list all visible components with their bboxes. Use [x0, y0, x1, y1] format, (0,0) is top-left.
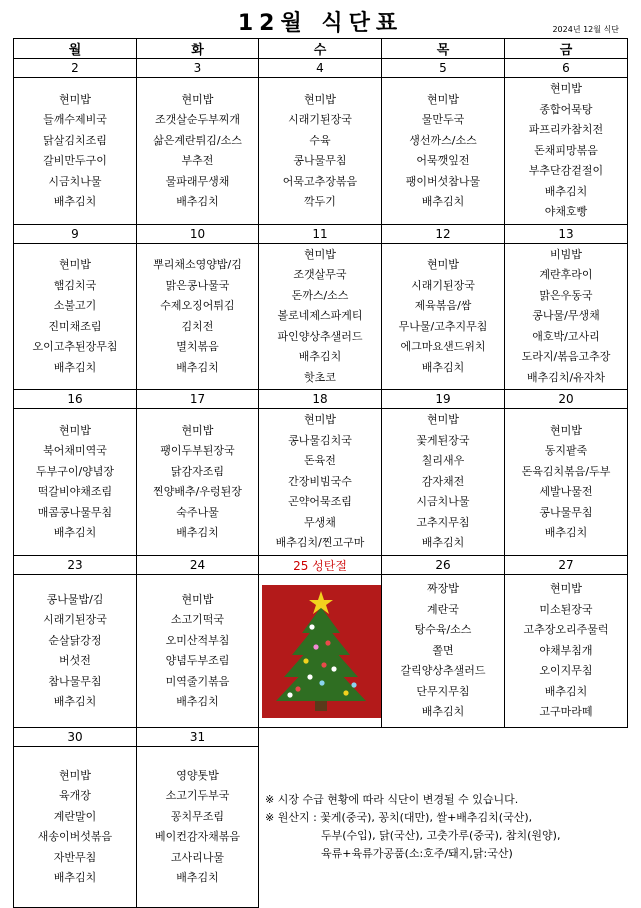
menu-item: 세발나물전	[539, 485, 593, 498]
note-line: ※ 원산지 : 꽃게(중국), 꽁치(대만), 쌀+배추김치(국산),	[265, 811, 533, 824]
menu-item: 배추김치	[421, 195, 465, 208]
day-header-wed: 수	[259, 39, 382, 59]
menu-item: 배추김치	[421, 705, 465, 719]
note-line: 두부(수입), 닭(국산), 고춧가루(중국), 참치(원양),	[321, 829, 561, 842]
menu-item: 단무지무침	[416, 684, 470, 698]
menu-item: 배추김치	[53, 360, 97, 374]
menu-item: 시금치나물	[416, 495, 470, 509]
menu-item: 현미밥	[550, 82, 582, 96]
note-line: 육류+육류가공품(소:호주/돼지,닭:국산)	[321, 847, 513, 860]
menu-item: 자반무침	[53, 850, 97, 864]
menu-item: 현미밥	[427, 92, 459, 106]
menu-item: 배추김치	[53, 695, 97, 708]
menu-item: 현미밥	[304, 413, 336, 427]
day-number: 26	[382, 556, 505, 575]
day-number: 25 성탄절	[259, 556, 382, 575]
menu-item: 현미밥	[59, 258, 91, 271]
menu-item: 현미밥	[550, 582, 582, 596]
menu-item: 미소된장국	[539, 602, 593, 616]
menu-item: 오미산적부침	[165, 633, 230, 647]
menu-item: 수육	[309, 133, 331, 147]
menu-item: 부추단감겉절이	[528, 164, 604, 178]
day-number: 5	[382, 59, 505, 78]
menu-item: 고구마라떼	[539, 705, 593, 719]
menu-item: 떡갈비야채조림	[37, 485, 113, 498]
menu-item: 현미밥	[550, 423, 582, 437]
menu-item: 돈육전	[304, 454, 336, 468]
menu-item: 맑은콩나물국	[165, 278, 230, 292]
menu-cell	[382, 409, 505, 556]
menu-item: 배추김치	[53, 871, 97, 884]
day-header-tue: 화	[137, 39, 259, 59]
menu-item: 현미밥	[59, 92, 91, 106]
menu-item: 수제오징어튀김	[160, 299, 235, 312]
menu-item: 시래기된장국	[43, 613, 107, 626]
menu-item: 고사리나물	[170, 850, 225, 864]
day-number: 12	[382, 225, 505, 244]
menu-item: 생선까스/소스	[409, 133, 477, 147]
menu-item: 조갯살순두부찌개	[154, 113, 240, 126]
menu-item: 시금치나물	[48, 174, 102, 188]
day-number: 31	[137, 728, 259, 747]
page-title: 12월 식단표	[237, 11, 404, 36]
date-row	[14, 225, 628, 244]
menu-row	[14, 244, 628, 390]
menu-row	[14, 409, 628, 556]
menu-cell	[505, 575, 628, 728]
menu-item: 소고기떡국	[170, 613, 225, 626]
menu-item: 뿌리채소영양밥/김	[153, 258, 242, 271]
menu-item: 현미밥	[59, 768, 91, 782]
menu-item: 배추김치	[176, 195, 219, 208]
menu-row	[14, 747, 628, 908]
menu-item: 종합어묵탕	[539, 102, 593, 116]
menu-item: 배추김치	[421, 360, 465, 374]
day-number: 18	[259, 390, 382, 409]
menu-item: 현미밥	[59, 423, 91, 437]
menu-item: 찐양배추/우렁된장	[153, 485, 242, 498]
menu-item: 볼로네제스파게티	[277, 309, 363, 323]
menu-item: 콩나물무침	[293, 154, 347, 167]
menu-cell	[505, 78, 628, 225]
menu-item: 콩나물밥/김	[46, 592, 104, 606]
menu-row	[14, 575, 628, 728]
date-row	[14, 59, 628, 78]
menu-item: 배추김치/찐고구마	[275, 536, 365, 550]
menu-item: 삶은계란튀김/소스	[153, 133, 242, 147]
menu-item: 갈비만두구이	[43, 154, 107, 167]
day-number: 24	[137, 556, 259, 575]
menu-item: 돈까스/소스	[291, 288, 349, 302]
menu-cell	[137, 244, 259, 390]
menu-item: 배추김치	[176, 360, 219, 374]
day-number: 3	[137, 59, 259, 78]
menu-item: 계란국	[427, 602, 459, 616]
menu-cell	[137, 747, 259, 908]
menu-item: 베이컨감자채볶음	[154, 830, 240, 843]
menu-item: 배추김치	[298, 350, 342, 364]
menu-item: 야채호빵	[544, 205, 588, 219]
menu-item: 돈육김치볶음/두부	[521, 464, 611, 478]
date-row	[14, 556, 628, 575]
menu-cell	[382, 244, 505, 390]
menu-calendar	[13, 38, 628, 908]
menu-cell	[259, 78, 382, 225]
menu-item: 배추김치	[421, 536, 465, 550]
menu-item: 시래기된장국	[411, 278, 475, 292]
menu-item: 오이고추된장무침	[32, 340, 118, 353]
menu-item: 갈릭양상추샐러드	[400, 664, 486, 678]
menu-item: 소불고기	[53, 299, 97, 312]
menu-item: 쫄면	[432, 643, 454, 657]
menu-item: 순살닭강정	[48, 633, 102, 647]
note-line: ※ 시장 수급 현황에 따라 식단이 변경될 수 있습니다.	[265, 793, 519, 806]
menu-item: 계란말이	[53, 809, 97, 823]
day-number: 19	[382, 390, 505, 409]
menu-item: 조갯살무국	[293, 268, 347, 282]
menu-item: 현미밥	[304, 247, 336, 261]
day-number: 16	[14, 390, 137, 409]
menu-item: 비빔밥	[550, 247, 582, 261]
day-number: 9	[14, 225, 137, 244]
day-header-mon: 월	[14, 39, 137, 59]
day-number: 11	[259, 225, 382, 244]
menu-cell	[382, 575, 505, 728]
menu-item: 맑은우동국	[539, 288, 593, 302]
menu-item: 어묵고추장볶음	[282, 174, 358, 188]
menu-item: 멸치볶음	[176, 340, 219, 353]
menu-item: 현미밥	[181, 423, 214, 437]
day-header-fri: 금	[505, 39, 628, 59]
menu-row	[14, 78, 628, 225]
menu-item: 배추김치	[544, 526, 588, 539]
menu-item: 배추김치/유자차	[526, 370, 606, 384]
menu-cell	[14, 747, 137, 908]
menu-item: 북어채미역국	[43, 444, 107, 457]
day-number: 10	[137, 225, 259, 244]
menu-item: 제육볶음/쌈	[414, 299, 472, 312]
menu-item: 팽이두부된장국	[160, 444, 235, 457]
menu-cell	[259, 409, 382, 556]
menu-item: 미역줄기볶음	[165, 674, 230, 688]
menu-item: 배추김치	[176, 526, 219, 539]
menu-cell	[382, 78, 505, 225]
menu-item: 무나물/고추지무침	[398, 319, 488, 333]
menu-item: 곤약어묵조림	[288, 495, 352, 509]
menu-item: 파프리카참치전	[528, 123, 604, 137]
day-number: 20	[505, 390, 628, 409]
notes-section	[259, 747, 628, 908]
holiday-cell	[259, 575, 382, 728]
menu-item: 에그마요샌드위치	[400, 340, 486, 353]
day-number: 2	[14, 59, 137, 78]
menu-item: 콩나물김치국	[288, 433, 352, 447]
menu-cell	[14, 244, 137, 390]
menu-cell	[137, 575, 259, 728]
menu-cell	[137, 409, 259, 556]
day-number: 23	[14, 556, 137, 575]
menu-cell	[505, 409, 628, 556]
menu-item: 팽이버섯참나물	[405, 174, 481, 188]
menu-item: 현미밥	[427, 258, 459, 271]
menu-item: 버섯전	[59, 654, 91, 667]
menu-item: 현미밥	[427, 413, 459, 427]
menu-item: 핫초코	[304, 370, 336, 384]
menu-item: 깍두기	[304, 195, 336, 208]
menu-item: 탕수육/소스	[414, 623, 472, 637]
menu-item: 배추김치	[176, 695, 219, 708]
menu-cell	[259, 244, 382, 390]
menu-item: 현미밥	[181, 592, 214, 606]
menu-item: 돈채피망볶음	[534, 143, 598, 157]
menu-item: 두부구이/양념장	[35, 464, 115, 478]
day-header-thu: 목	[382, 39, 505, 59]
blank-cell	[259, 728, 628, 747]
christmas-tree-icon	[262, 585, 381, 718]
menu-item: 새송이버섯볶음	[37, 830, 113, 843]
menu-item: 칠리새우	[421, 454, 465, 468]
menu-item: 부추전	[181, 154, 214, 167]
day-number: 27	[505, 556, 628, 575]
menu-item: 김치전	[181, 319, 214, 333]
menu-item: 간장비빔국수	[288, 474, 352, 488]
menu-cell	[505, 244, 628, 390]
menu-item: 물만두국	[421, 113, 465, 126]
menu-item: 파인양상추샐러드	[277, 329, 363, 343]
menu-item: 배추김치	[53, 526, 97, 539]
menu-item: 참나물무침	[48, 674, 102, 688]
menu-item: 꽃게된장국	[416, 433, 470, 447]
menu-item: 현미밥	[304, 92, 336, 106]
menu-item: 물파래무생채	[165, 174, 230, 188]
menu-item: 짜장밥	[427, 582, 459, 596]
menu-item: 동지팥죽	[544, 444, 588, 457]
date-label: 2024년 12월 식단	[552, 25, 619, 34]
menu-item: 영양톳밥	[176, 768, 219, 782]
day-number: 30	[14, 728, 137, 747]
menu-item: 현미밥	[181, 92, 214, 106]
menu-item: 고추지무침	[416, 515, 470, 529]
menu-item: 야채부침개	[539, 643, 593, 657]
menu-cell	[14, 78, 137, 225]
menu-item: 콩나물무침	[539, 505, 593, 519]
day-number: 13	[505, 225, 628, 244]
menu-item: 배추김치	[176, 871, 219, 884]
menu-item: 꽁치무조림	[170, 809, 225, 823]
menu-cell	[14, 409, 137, 556]
date-row	[14, 390, 628, 409]
menu-item: 시래기된장국	[288, 113, 352, 126]
menu-item: 숙주나물	[176, 505, 219, 519]
date-row	[14, 728, 628, 747]
menu-cell	[14, 575, 137, 728]
menu-item: 닭살김치조림	[43, 133, 107, 147]
menu-item: 양념두부조림	[165, 654, 230, 667]
day-number: 6	[505, 59, 628, 78]
menu-item: 어묵깻잎전	[416, 154, 470, 167]
day-number: 4	[259, 59, 382, 78]
menu-item: 오이지무침	[539, 664, 593, 678]
menu-cell	[137, 78, 259, 225]
menu-item: 진미채조림	[48, 319, 102, 333]
menu-item: 육개장	[59, 789, 91, 802]
menu-item: 무생채	[304, 515, 336, 529]
menu-item: 배추김치	[544, 684, 588, 698]
menu-item: 배추김치	[53, 195, 97, 208]
menu-item: 애호박/고사리	[532, 329, 600, 343]
menu-item: 햄김치국	[53, 278, 97, 292]
day-number: 17	[137, 390, 259, 409]
menu-item: 도라지/볶음고추장	[521, 350, 611, 364]
menu-item: 닭감자조림	[170, 464, 225, 478]
menu-item: 소고기두부국	[165, 789, 230, 802]
menu-item: 콩나물/무생채	[532, 309, 600, 323]
menu-item: 들깨수제비국	[43, 113, 107, 126]
menu-item: 감자채전	[421, 474, 465, 488]
menu-item: 매콤콩나물무침	[37, 505, 113, 519]
menu-item: 배추김치	[544, 184, 588, 198]
menu-item: 고추장오리주물럭	[523, 623, 609, 637]
menu-item: 계란후라이	[539, 268, 593, 282]
